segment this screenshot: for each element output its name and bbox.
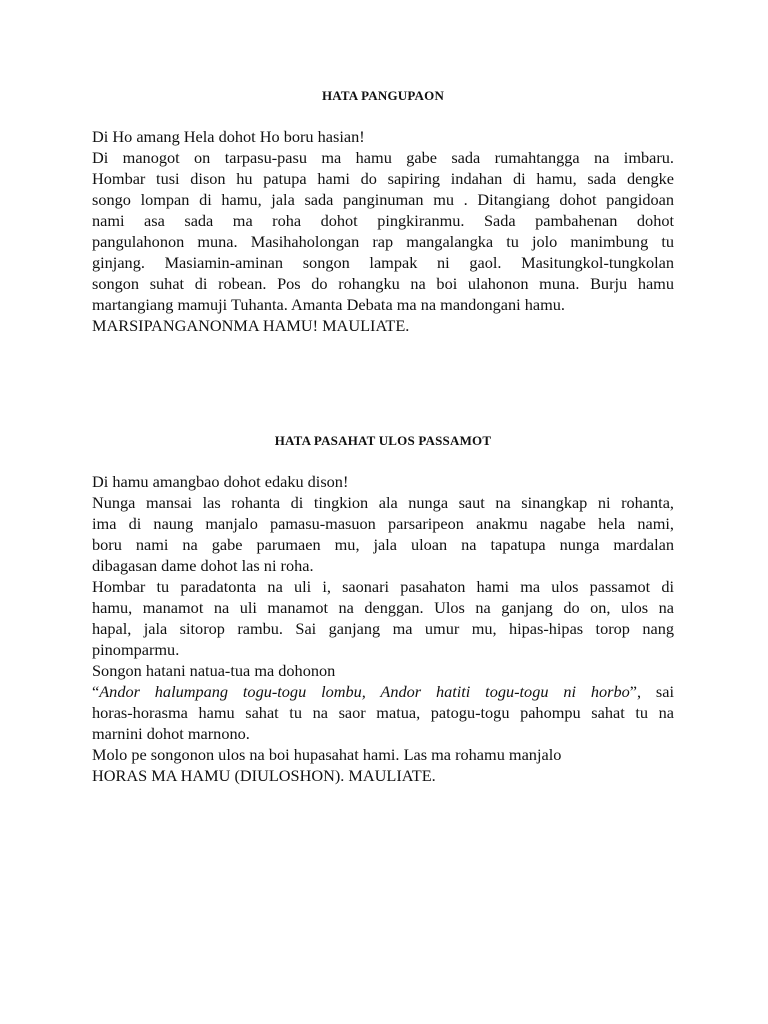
final-line: Molo pe songonon ulos na boi hupasahat hami. Las ma rohamu manjalo xyxy=(92,745,562,764)
proverb-italic-text: Andor halumpang togu-togu lombu, Andor hatiti togu-togu ni horbo xyxy=(99,682,630,701)
open-quote: “ xyxy=(92,682,100,701)
section-heading: HATA PASAHAT ULOS PASSAMOT xyxy=(274,433,492,448)
paragraph-line: horas-horasma hamu sahat tu na saor matua, patogu-togu pahompu sahat tu na xyxy=(92,703,674,722)
paragraph-line: Hombar tusi dison hu patupa hami do sapiring indahan di hamu, sada dengke xyxy=(92,169,674,188)
paragraph-line: boru nami na gabe parumaen mu, jala uloan na tapatupa nunga mardalan xyxy=(92,535,674,554)
proverb-rest-text: , sai xyxy=(636,682,674,701)
greeting-line: Di Ho amang Hela dohot Ho boru hasian! xyxy=(92,127,365,146)
section-body xyxy=(92,471,674,786)
proverb-intro-line: Songon hatani natua-tua ma dohonon xyxy=(92,661,336,680)
paragraph-line: martangiang mamuji Tuhanta. Amanta Debata ma na mandongani hamu. xyxy=(92,295,565,314)
paragraph xyxy=(92,147,674,315)
section-hata-pangupaon xyxy=(92,88,674,336)
proverb-paragraph xyxy=(92,681,674,744)
paragraph-line: hapal, jala sitorop rambu. Sai ganjang ma umur mu, hipas-hipas torop nang xyxy=(92,619,674,638)
section-heading: HATA PANGUPAON xyxy=(321,88,445,103)
paragraph-line: Di manogot on tarpasu-pasu ma hamu gabe sada rumahtangga na imbaru. xyxy=(92,148,674,167)
greeting-line: Di hamu amangbao dohot edaku dison! xyxy=(92,472,349,491)
paragraph-line: nami asa sada ma roha dohot pingkiranmu. Sada pambahenan dohot xyxy=(92,211,674,230)
section-body xyxy=(92,126,674,336)
paragraph-line: Hombar tu paradatonta na uli i, saonari pasahaton hami ma ulos passamot di xyxy=(92,577,674,596)
paragraph xyxy=(92,492,674,576)
closing-line: HORAS MA HAMU (DIULOSHON). MAULIATE. xyxy=(92,766,436,785)
paragraph-line: Nunga mansai las rohanta di tingkion ala nunga saut na sinangkap ni rohanta, xyxy=(92,493,674,512)
paragraph-line: hamu, manamot na uli manamot na denggan. Ulos na ganjang do on, ulos na xyxy=(92,598,674,617)
paragraph-line: dibagasan dame dohot las ni roha. xyxy=(92,556,314,575)
paragraph-line: ginjang. Masiamin-aminan songon lampak ni gaol. Masitungkol-tungkolan xyxy=(92,253,674,272)
paragraph-line: pangulahonon muna. Masihaholongan rap mangalangka tu jolo manimbung tu xyxy=(92,232,674,251)
paragraph-line: marnini dohot marnono. xyxy=(92,724,250,743)
close-quote: ” xyxy=(629,682,637,701)
section-hata-pasahat-ulos xyxy=(92,433,674,786)
paragraph xyxy=(92,576,674,660)
paragraph-line: ima di naung manjalo pamasu-masuon parsaripeon anakmu nagabe hela nami, xyxy=(92,514,674,533)
closing-line: MARSIPANGANONMA HAMU! MAULIATE. xyxy=(92,316,410,335)
paragraph-line: pinomparmu. xyxy=(92,640,180,659)
paragraph-line: songon suhat di robean. Pos do rohangku na boi ulahonon muna. Burju hamu xyxy=(92,274,674,293)
proverb-first-line xyxy=(92,681,674,702)
paragraph-line: songo lompan di hamu, jala sada panginuman mu . Ditangiang dohot pangidoan xyxy=(92,190,674,209)
